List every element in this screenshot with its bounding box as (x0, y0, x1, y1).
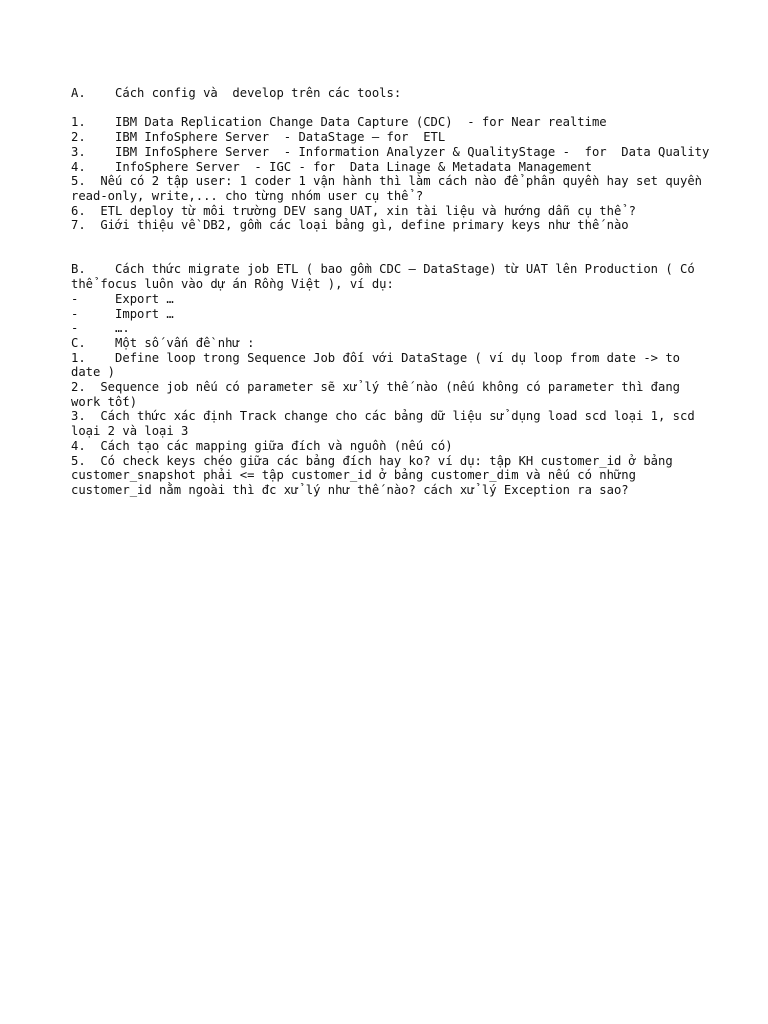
section-a-item-7: 7. Giới thiệu về DB2, gồm các loại bảng gì, define primary keys như thế nào (71, 218, 629, 233)
section-a-heading: A. Cách config và develop trên các tools: (71, 86, 402, 100)
section-c-item-3: 3. Cách thức xác định Track change cho các bảng dữ liệu sử dụng load scd loại 1, scd loại 2 và loại 3 (71, 409, 703, 439)
section-b-list (71, 292, 711, 336)
section-a-list (71, 115, 711, 233)
section-a-item-1: 1. IBM Data Replication Change Data Capture (CDC) - for Near realtime (71, 115, 607, 130)
section-a-item-4: 4. InfoSphere Server - IGC - for Data Linage & Metadata Management (71, 159, 592, 174)
section-a-item-5: 5. Nếu có 2 tập user: 1 coder 1 vận hành thì làm cách nào để phân quyền hay set quyền read-only, write,... cho từng nhóm user cụ thể ? (71, 174, 710, 203)
section-c-item-1: 1. Define loop trong Sequence Job đối với DataStage ( ví dụ loop from date -> to date ) (71, 350, 688, 380)
section-c-heading: C. Một số vấn đề như : (71, 335, 255, 350)
document-body (71, 86, 711, 498)
section-b-bullet-2: - Import … (71, 306, 174, 321)
section-c-list (71, 351, 711, 498)
section-a-item-2: 2. IBM InfoSphere Server - DataStage – for ETL (71, 130, 446, 145)
section-c-item-2: 2. Sequence job nếu có parameter sẽ xử lý thế nào (nếu không có parameter thì đang work tốt) (71, 380, 688, 409)
section-b-bullet-3: - …. (71, 321, 130, 336)
spacer (71, 101, 711, 116)
section-a-item-3: 3. IBM InfoSphere Server - Information Analyzer & QualityStage - for Data Quality (71, 144, 710, 159)
section-a-item-6: 6. ETL deploy từ môi trường DEV sang UAT, xin tài liệu và hướng dẫn cụ thể ? (71, 203, 636, 218)
spacer (71, 233, 711, 262)
section-b-heading: B. Cách thức migrate job ETL ( bao gồm CDC – DataStage) từ UAT lên Production ( Có thể focus luôn vào dự án Rồng Việt ), ví dụ: (71, 262, 703, 292)
section-b-bullet-1: - Export … (71, 291, 174, 306)
section-c-item-4: 4. Cách tạo các mapping giữa đích và nguồn (nếu có) (71, 438, 453, 453)
section-c-item-5: 5. Có check keys chéo giữa các bảng đích hay ko? ví dụ: tập KH customer_id ở bảng customer_snapshot phải <= tập customer_id ở bảng customer_dim và nếu có những customer_id nằm ngoài thì đc xử lý như thế nào? cách xử lý Exception ra sao? (71, 453, 681, 497)
